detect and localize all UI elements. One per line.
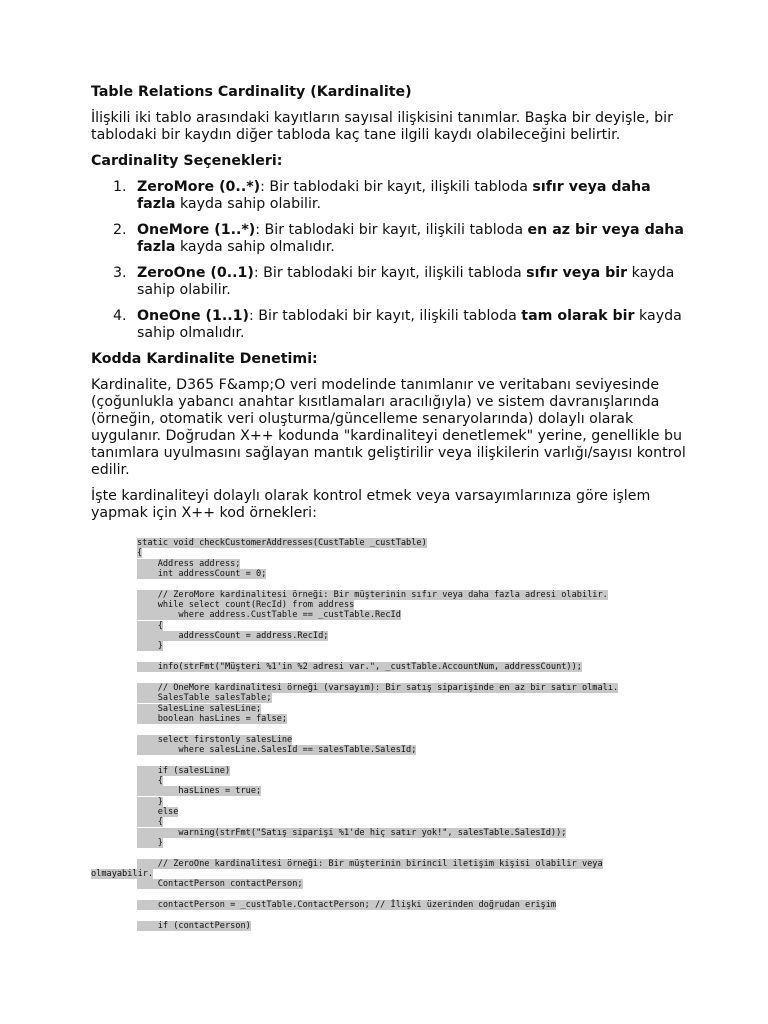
option-emphasis: en az bir veya daha fazla bbox=[137, 222, 684, 255]
code-line bbox=[137, 921, 697, 931]
code-line-text: olmayabilir. bbox=[91, 869, 154, 879]
option-text-end: kayda sahip olabilir. bbox=[175, 196, 321, 212]
code-line bbox=[137, 693, 697, 703]
list-item bbox=[91, 308, 691, 342]
explanation-paragraph: Kardinalite, D365 F&amp;O veri modelinde tanımlanır ve veritabanı seviyesinde (çoğunlukla yabancı anahtar kısıtlamaları aracılığıyla) ve sistem davranışlarında (örneğin, otomatik veri oluşturma/güncelleme senaryolarında) dolaylı olarak uygulanır. Doğrudan X++ kodunda "kardinaliteyi denetlemek" yerine, genellikle bu tanımlara uyulmasını sağlayan mantık geliştirilir veya ilişkilerin varlığı/sayısı kontrol edilir. bbox=[91, 377, 686, 478]
list-number: 2. bbox=[113, 222, 127, 238]
code-line-text: } bbox=[137, 837, 163, 848]
code-line bbox=[137, 579, 697, 589]
code-line-text: { bbox=[137, 775, 163, 786]
code-line bbox=[137, 672, 697, 682]
code-line-text: { bbox=[137, 548, 143, 559]
list-item bbox=[91, 179, 691, 213]
code-line bbox=[137, 900, 697, 910]
option-name: OneMore (1..*) bbox=[137, 222, 256, 238]
option-text: : Bir tablodaki bir kayıt, ilişkili tabloda bbox=[255, 222, 528, 238]
code-line-text: // OneMore kardinalitesi örneği (varsayım): Bir satış siparişinde en az bir satır olmalı. bbox=[137, 682, 619, 693]
code-line bbox=[137, 641, 697, 651]
code-line bbox=[137, 662, 697, 672]
examples-intro-paragraph: İşte kardinaliteyi dolaylı olarak kontrol etmek veya varsayımlarınıza göre işlem yapmak için X++ kod örnekleri: bbox=[91, 488, 651, 521]
code-line-text: int addressCount = 0; bbox=[137, 569, 267, 580]
options-heading: Cardinality Seçenekleri: bbox=[91, 153, 283, 169]
code-line-text: else bbox=[137, 806, 179, 817]
code-line-text: } bbox=[137, 641, 163, 652]
code-line bbox=[137, 879, 697, 889]
code-block bbox=[91, 538, 697, 931]
code-line bbox=[137, 766, 697, 776]
code-line bbox=[137, 621, 697, 631]
code-line bbox=[137, 538, 697, 548]
option-text: : Bir tablodaki bir kayıt, ilişkili tabloda bbox=[249, 308, 522, 324]
option-text-end: kayda sahip olmalıdır. bbox=[137, 308, 682, 341]
code-line bbox=[137, 848, 697, 858]
code-line-text: Address address; bbox=[137, 558, 241, 569]
code-line-text: select firstonly salesLine bbox=[137, 734, 293, 745]
code-line-text: warning(strFmt("Satış siparişi %1'de hiç satır yok!", salesTable.SalesId)); bbox=[137, 827, 567, 838]
code-line bbox=[137, 890, 697, 900]
code-line bbox=[137, 910, 697, 920]
list-number: 3. bbox=[113, 265, 127, 281]
code-line bbox=[137, 704, 697, 714]
code-line bbox=[137, 559, 697, 569]
code-line bbox=[137, 797, 697, 807]
code-line bbox=[137, 610, 697, 620]
code-line-text: if (salesLine) bbox=[137, 765, 231, 776]
code-line-text: } bbox=[137, 796, 163, 807]
code-section-heading: Kodda Kardinalite Denetimi: bbox=[91, 351, 318, 367]
code-line-text: contactPerson = _custTable.ContactPerson; // İlişki üzerinden doğrudan erişim bbox=[137, 900, 557, 911]
code-line-text: where address.CustTable == _custTable.RecId bbox=[137, 610, 401, 621]
code-line bbox=[137, 745, 697, 755]
code-line-text: ContactPerson contactPerson; bbox=[137, 879, 303, 890]
option-emphasis: sıfır veya bir bbox=[526, 265, 628, 281]
code-line-text: while select count(RecId) from address bbox=[137, 600, 355, 611]
code-line bbox=[137, 838, 697, 848]
list-number: 4. bbox=[113, 308, 127, 324]
code-line bbox=[137, 859, 697, 869]
code-line-text: // ZeroMore kardinalitesi örneği: Bir müşterinin sıfır veya daha fazla adresi olabilir. bbox=[137, 589, 608, 600]
code-line bbox=[137, 714, 697, 724]
code-line bbox=[137, 652, 697, 662]
code-line bbox=[137, 735, 697, 745]
code-line bbox=[137, 600, 697, 610]
option-text: : Bir tablodaki bir kayıt, ilişkili tabloda bbox=[253, 265, 527, 281]
code-line-text: // ZeroOne kardinalitesi örneği: Bir müşterinin birincil iletişim kişisi olabilir veya bbox=[137, 858, 603, 869]
document-title: Table Relations Cardinality (Kardinalite) bbox=[91, 84, 412, 100]
option-name: ZeroMore (0..*) bbox=[137, 179, 261, 195]
cardinality-options-list bbox=[91, 179, 691, 342]
code-line bbox=[137, 590, 697, 600]
intro-paragraph: İlişkili iki tablo arasındaki kayıtların sayısal ilişkisini tanımlar. Başka bir deyişle, bir tablodaki bir kaydın diğer tabloda kaç tane ilgili kaydı olabileceğini belirtir. bbox=[91, 110, 673, 143]
code-line bbox=[137, 828, 697, 838]
code-line bbox=[91, 869, 697, 879]
code-line bbox=[137, 569, 697, 579]
code-line bbox=[137, 631, 697, 641]
code-line-text: { bbox=[137, 817, 163, 828]
code-line bbox=[137, 755, 697, 765]
code-line-text: where salesLine.SalesId == salesTable.SalesId; bbox=[137, 744, 417, 755]
option-emphasis: tam olarak bir bbox=[521, 308, 635, 324]
code-line-text: SalesTable salesTable; bbox=[137, 693, 272, 704]
list-item bbox=[91, 222, 691, 256]
code-line-text: if (contactPerson) bbox=[137, 920, 251, 931]
document-page bbox=[91, 84, 691, 931]
code-line bbox=[137, 776, 697, 786]
list-item bbox=[91, 265, 691, 299]
code-line bbox=[137, 683, 697, 693]
option-text: : Bir tablodaki bir kayıt, ilişkili tabloda bbox=[260, 179, 533, 195]
option-emphasis: sıfır veya daha fazla bbox=[137, 179, 651, 212]
list-number: 1. bbox=[113, 179, 127, 195]
code-line-text: static void checkCustomerAddresses(CustTable _custTable) bbox=[137, 538, 427, 548]
code-line bbox=[137, 807, 697, 817]
option-name: OneOne (1..1) bbox=[137, 308, 249, 324]
code-line-text: SalesLine salesLine; bbox=[137, 703, 262, 714]
code-line-text: addressCount = address.RecId; bbox=[137, 631, 329, 642]
code-line-text: { bbox=[137, 620, 163, 631]
option-text-end: kayda sahip olabilir. bbox=[137, 265, 675, 298]
code-line bbox=[137, 548, 697, 558]
code-line bbox=[137, 724, 697, 734]
code-line-text: info(strFmt("Müşteri %1'in %2 adresi var.", _custTable.AccountNum, addressCount)); bbox=[137, 662, 582, 673]
code-line-text: hasLines = true; bbox=[137, 786, 262, 797]
option-name: ZeroOne (0..1) bbox=[137, 265, 254, 281]
code-line-text: boolean hasLines = false; bbox=[137, 713, 288, 724]
code-line bbox=[137, 786, 697, 796]
code-line bbox=[137, 817, 697, 827]
option-text-end: kayda sahip olmalıdır. bbox=[175, 239, 335, 255]
